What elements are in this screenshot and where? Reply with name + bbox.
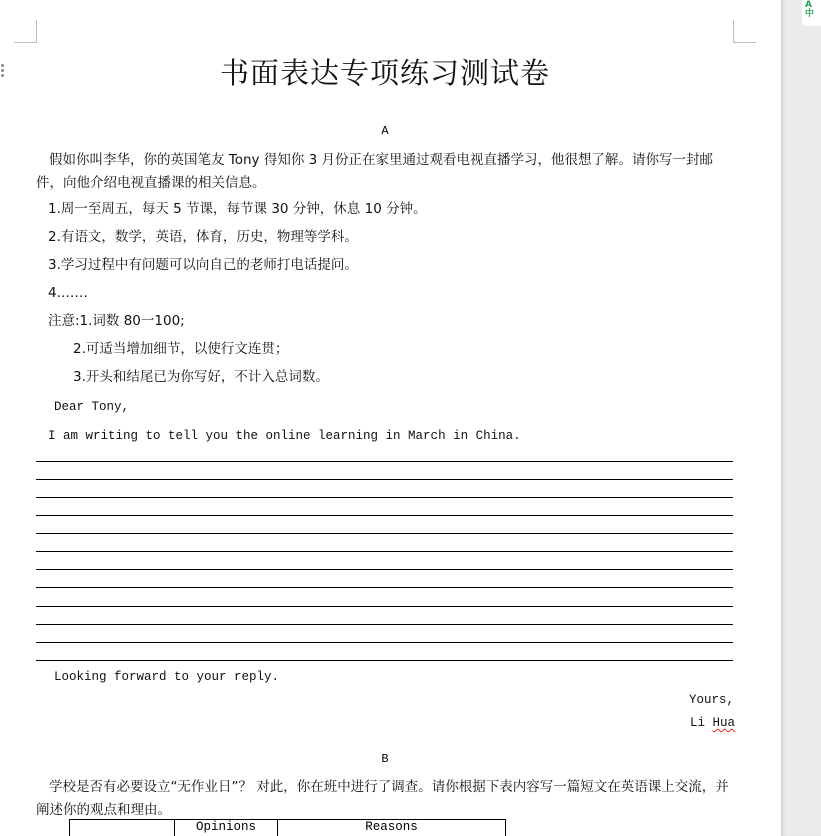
writing-line	[36, 587, 733, 588]
writing-line	[36, 642, 733, 643]
point-4: 4.……	[48, 285, 88, 301]
writing-line	[36, 479, 733, 480]
letter-greeting: Dear Tony,	[54, 400, 130, 414]
writing-line	[36, 551, 733, 552]
point-1: 1.周一至周五，每天 5 节课，每节课 30 分钟，休息 10 分钟。	[48, 201, 427, 217]
document-title: 书面表达专项练习测试卷	[219, 56, 550, 90]
section-b-label: B	[381, 752, 389, 766]
writing-line	[36, 533, 733, 534]
translate-icon: A 中	[805, 0, 815, 19]
writing-line	[36, 660, 733, 661]
signature-first-name: Li	[690, 716, 706, 730]
writing-line	[36, 461, 733, 462]
letter-opening-line: I am writing to tell you the online learning in March in China.	[48, 429, 521, 443]
translate-button[interactable]	[802, 0, 821, 26]
note-3: 3.开头和结尾已为你写好，不计入总词数。	[73, 369, 329, 385]
point-2: 2.有语文，数学，英语，体育，历史，物理等学科。	[48, 229, 358, 245]
survey-table	[69, 819, 506, 836]
writing-line	[36, 569, 733, 570]
point-3: 3.学习过程中有问题可以向自己的老师打电话提问。	[48, 257, 358, 273]
letter-sign-off: Yours,	[689, 693, 735, 707]
writing-line	[36, 606, 733, 607]
table-header-blank	[70, 820, 175, 836]
note-2: 2.可适当增加细节，以使行文连贯；	[73, 341, 289, 357]
section-a-prompt: 假如你叫李华，你的英国笔友 Tony 得知你 3 月份正在家里通过观看电视直播学习，他很想了解。请你写一封邮件，向他介绍电视直播课的相关信息。	[36, 152, 714, 191]
letter-closing-line: Looking forward to your reply.	[54, 670, 280, 684]
side-panel	[781, 0, 821, 836]
section-b-prompt: 学校是否有必要设立“无作业日”？ 对此，你在班中进行了调查。请你根据下表内容写一篇短文在英语课上交流，并阐述你的观点和理由。	[36, 779, 729, 818]
signature-last-name-spellcheck[interactable]: Hua	[712, 716, 736, 730]
table-header-opinions: Opinions	[175, 820, 278, 836]
writing-line	[36, 624, 733, 625]
margin-corner-top-left	[14, 20, 37, 43]
section-a-label: A	[381, 124, 389, 138]
letter-signature	[690, 715, 735, 731]
writing-line	[36, 497, 733, 498]
table-header-row	[70, 820, 506, 836]
margin-corner-top-right	[733, 20, 756, 43]
notes-heading: 注意:1.词数 80一100;	[48, 313, 185, 329]
writing-line	[36, 515, 733, 516]
table-header-reasons: Reasons	[278, 820, 506, 836]
